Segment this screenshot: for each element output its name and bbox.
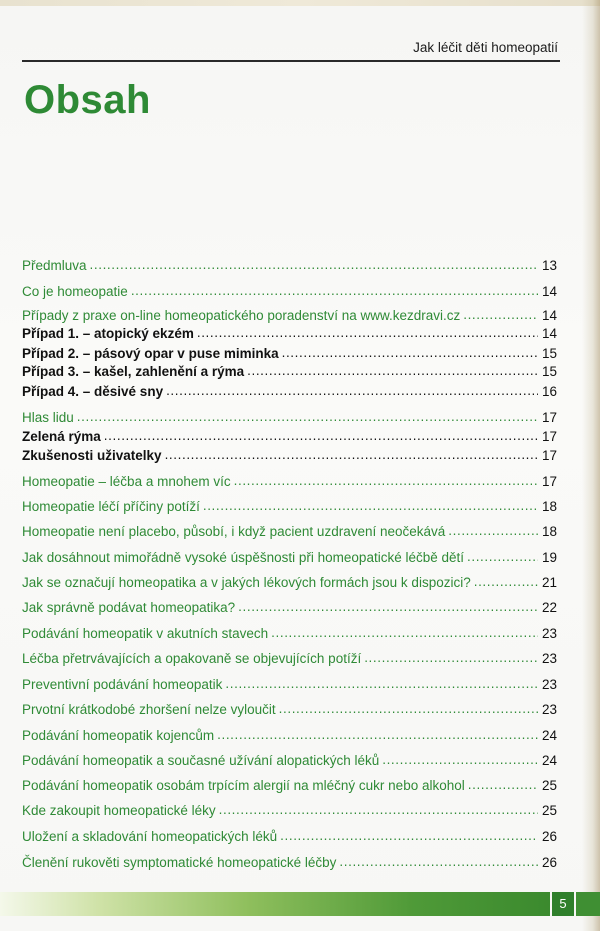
toc-entry-page: 17	[541, 448, 557, 463]
toc-entry-title: Prvotní krátkodobé zhoršení nelze vyloučit	[22, 702, 276, 717]
toc-dot-leader	[282, 345, 538, 361]
header-rule	[22, 60, 560, 62]
toc-dot-leader	[247, 363, 538, 379]
toc-dot-leader	[339, 854, 538, 870]
toc-dot-leader	[474, 574, 538, 590]
toc-entry[interactable]	[22, 626, 557, 642]
toc-dot-leader	[382, 752, 538, 768]
page-right-edge	[582, 0, 600, 931]
toc-entry[interactable]	[22, 284, 557, 300]
footer-bar	[0, 892, 550, 916]
toc-entry[interactable]	[22, 677, 557, 693]
toc-entry-page: 15	[541, 346, 557, 361]
toc-entry[interactable]	[22, 753, 557, 769]
toc-entry-page: 22	[541, 600, 557, 615]
toc-entry-title: Hlas lidu	[22, 410, 74, 425]
toc-entry[interactable]	[22, 384, 557, 400]
toc-entry-page: 24	[541, 753, 557, 768]
toc-entry-title: Předmluva	[22, 258, 87, 273]
toc-dot-leader	[217, 727, 538, 743]
toc-dot-leader	[203, 498, 538, 514]
toc-entry[interactable]	[22, 702, 557, 718]
toc-entry-page: 17	[541, 429, 557, 444]
toc-dot-leader	[463, 307, 538, 323]
toc-entry-page: 18	[541, 499, 557, 514]
toc-entry-title: Případ 1. – atopický ekzém	[22, 326, 194, 341]
toc-entry-title: Podávání homeopatik kojencům	[22, 728, 215, 743]
toc-entry[interactable]	[22, 308, 557, 324]
toc-dot-leader	[131, 283, 538, 299]
page-top-edge	[0, 0, 600, 6]
toc-entry-title: Jak správně podávat homeopatika?	[22, 600, 236, 615]
toc-entry-title: Případy z praxe on-line homeopatického poradenství na www.kezdravi.cz	[22, 308, 461, 323]
toc-dot-leader	[104, 428, 538, 444]
toc-entry-title: Podávání homeopatik v akutních stavech	[22, 626, 269, 641]
toc-dot-leader	[165, 447, 538, 463]
toc-entry-title: Preventivní podávání homeopatik	[22, 677, 223, 692]
toc-entry[interactable]	[22, 651, 557, 667]
running-header: Jak léčit děti homeopatií	[413, 40, 558, 55]
toc-entry-title: Homeopatie není placebo, působí, i když pacient uzdravení neočekává	[22, 524, 446, 539]
toc-entry-title: Podávání homeopatik a současné užívání alopatických léků	[22, 753, 380, 768]
toc-entry-title: Zelená rýma	[22, 429, 101, 444]
toc-entry-title: Zkušenosti uživatelky	[22, 448, 162, 463]
toc-dot-leader	[219, 802, 538, 818]
toc-entry-title: Jak dosáhnout mimořádně vysoké úspěšnosti při homeopatické léčbě dětí	[22, 550, 464, 565]
toc-entry[interactable]	[22, 364, 557, 380]
page-title: Obsah	[24, 78, 151, 122]
toc-entry-title: Homeopatie léčí příčiny potíží	[22, 499, 200, 514]
toc-entry-title: Případ 4. – děsivé sny	[22, 384, 164, 399]
toc-entry-page: 24	[541, 728, 557, 743]
toc-entry-page: 26	[541, 829, 557, 844]
toc-entry-title: Členění rukověti symptomatické homeopatické léčby	[22, 855, 337, 870]
footer-bar-tail	[576, 892, 600, 916]
toc-entry-page: 23	[541, 677, 557, 692]
toc-entry-title: Homeopatie – léčba a mnohem víc	[22, 474, 231, 489]
toc-entry-title: Uložení a skladování homeopatických léků	[22, 829, 278, 844]
toc-entry-page: 23	[541, 702, 557, 717]
toc-entry-page: 25	[541, 803, 557, 818]
toc-entry[interactable]	[22, 346, 557, 362]
toc-dot-leader	[364, 650, 538, 666]
toc-entry[interactable]	[22, 550, 557, 566]
toc-entry-title: Léčba přetrvávajících a opakovaně se objevujících potíží	[22, 651, 362, 666]
toc-entry-title: Jak se označují homeopatika a v jakých lékových formách jsou k dispozici?	[22, 575, 471, 590]
toc-entry-title: Případ 3. – kašel, zahlenění a rýma	[22, 364, 245, 379]
toc-entry[interactable]	[22, 448, 557, 464]
toc-entry[interactable]	[22, 499, 557, 515]
toc-entry-page: 16	[541, 384, 557, 399]
toc-dot-leader	[197, 325, 538, 341]
toc-entry-title: Podávání homeopatik osobám trpícím alergií na mléčný cukr nebo alkohol	[22, 778, 465, 793]
page-number: 5	[552, 892, 574, 916]
toc-entry-title: Kde zakoupit homeopatické léky	[22, 803, 216, 818]
toc-entry-title: Co je homeopatie	[22, 284, 128, 299]
toc-entry-page: 17	[541, 410, 557, 425]
toc-dot-leader	[90, 257, 538, 273]
toc-entry-page: 23	[541, 626, 557, 641]
toc-entry-page: 17	[541, 474, 557, 489]
toc-entry[interactable]	[22, 829, 557, 845]
toc-dot-leader	[468, 777, 538, 793]
toc-entry[interactable]	[22, 575, 557, 591]
toc-entry-page: 21	[541, 575, 557, 590]
toc-dot-leader	[280, 828, 538, 844]
toc-dot-leader	[225, 676, 538, 692]
toc-entry-page: 13	[541, 258, 557, 273]
toc-entry[interactable]	[22, 855, 557, 871]
toc-dot-leader	[238, 599, 538, 615]
toc-dot-leader	[271, 625, 538, 641]
toc-entry-title: Případ 2. – pásový opar v puse miminka	[22, 346, 279, 361]
toc-dot-leader	[166, 383, 538, 399]
toc-entry[interactable]	[22, 524, 557, 540]
toc-dot-leader	[467, 549, 538, 565]
toc-entry-page: 15	[541, 364, 557, 379]
toc-dot-leader	[77, 409, 538, 425]
toc-entry[interactable]	[22, 326, 557, 342]
toc-entry-page: 18	[541, 524, 557, 539]
toc-entry[interactable]	[22, 778, 557, 794]
toc-entry[interactable]	[22, 410, 557, 426]
toc-entry[interactable]	[22, 803, 557, 819]
toc-entry[interactable]	[22, 600, 557, 616]
toc-entry[interactable]	[22, 258, 557, 274]
toc-entry[interactable]	[22, 429, 557, 445]
toc-dot-leader	[279, 701, 538, 717]
toc-entry-page: 26	[541, 855, 557, 870]
toc-entry-page: 14	[541, 308, 557, 323]
toc-entry[interactable]	[22, 728, 557, 744]
toc-dot-leader	[448, 523, 538, 539]
toc-entry-page: 25	[541, 778, 557, 793]
toc-entry-page: 23	[541, 651, 557, 666]
toc-dot-leader	[234, 473, 538, 489]
toc-entry-page: 14	[541, 326, 557, 341]
toc-entry-page: 19	[541, 550, 557, 565]
toc-entry-page: 14	[541, 284, 557, 299]
toc-entry[interactable]	[22, 474, 557, 490]
